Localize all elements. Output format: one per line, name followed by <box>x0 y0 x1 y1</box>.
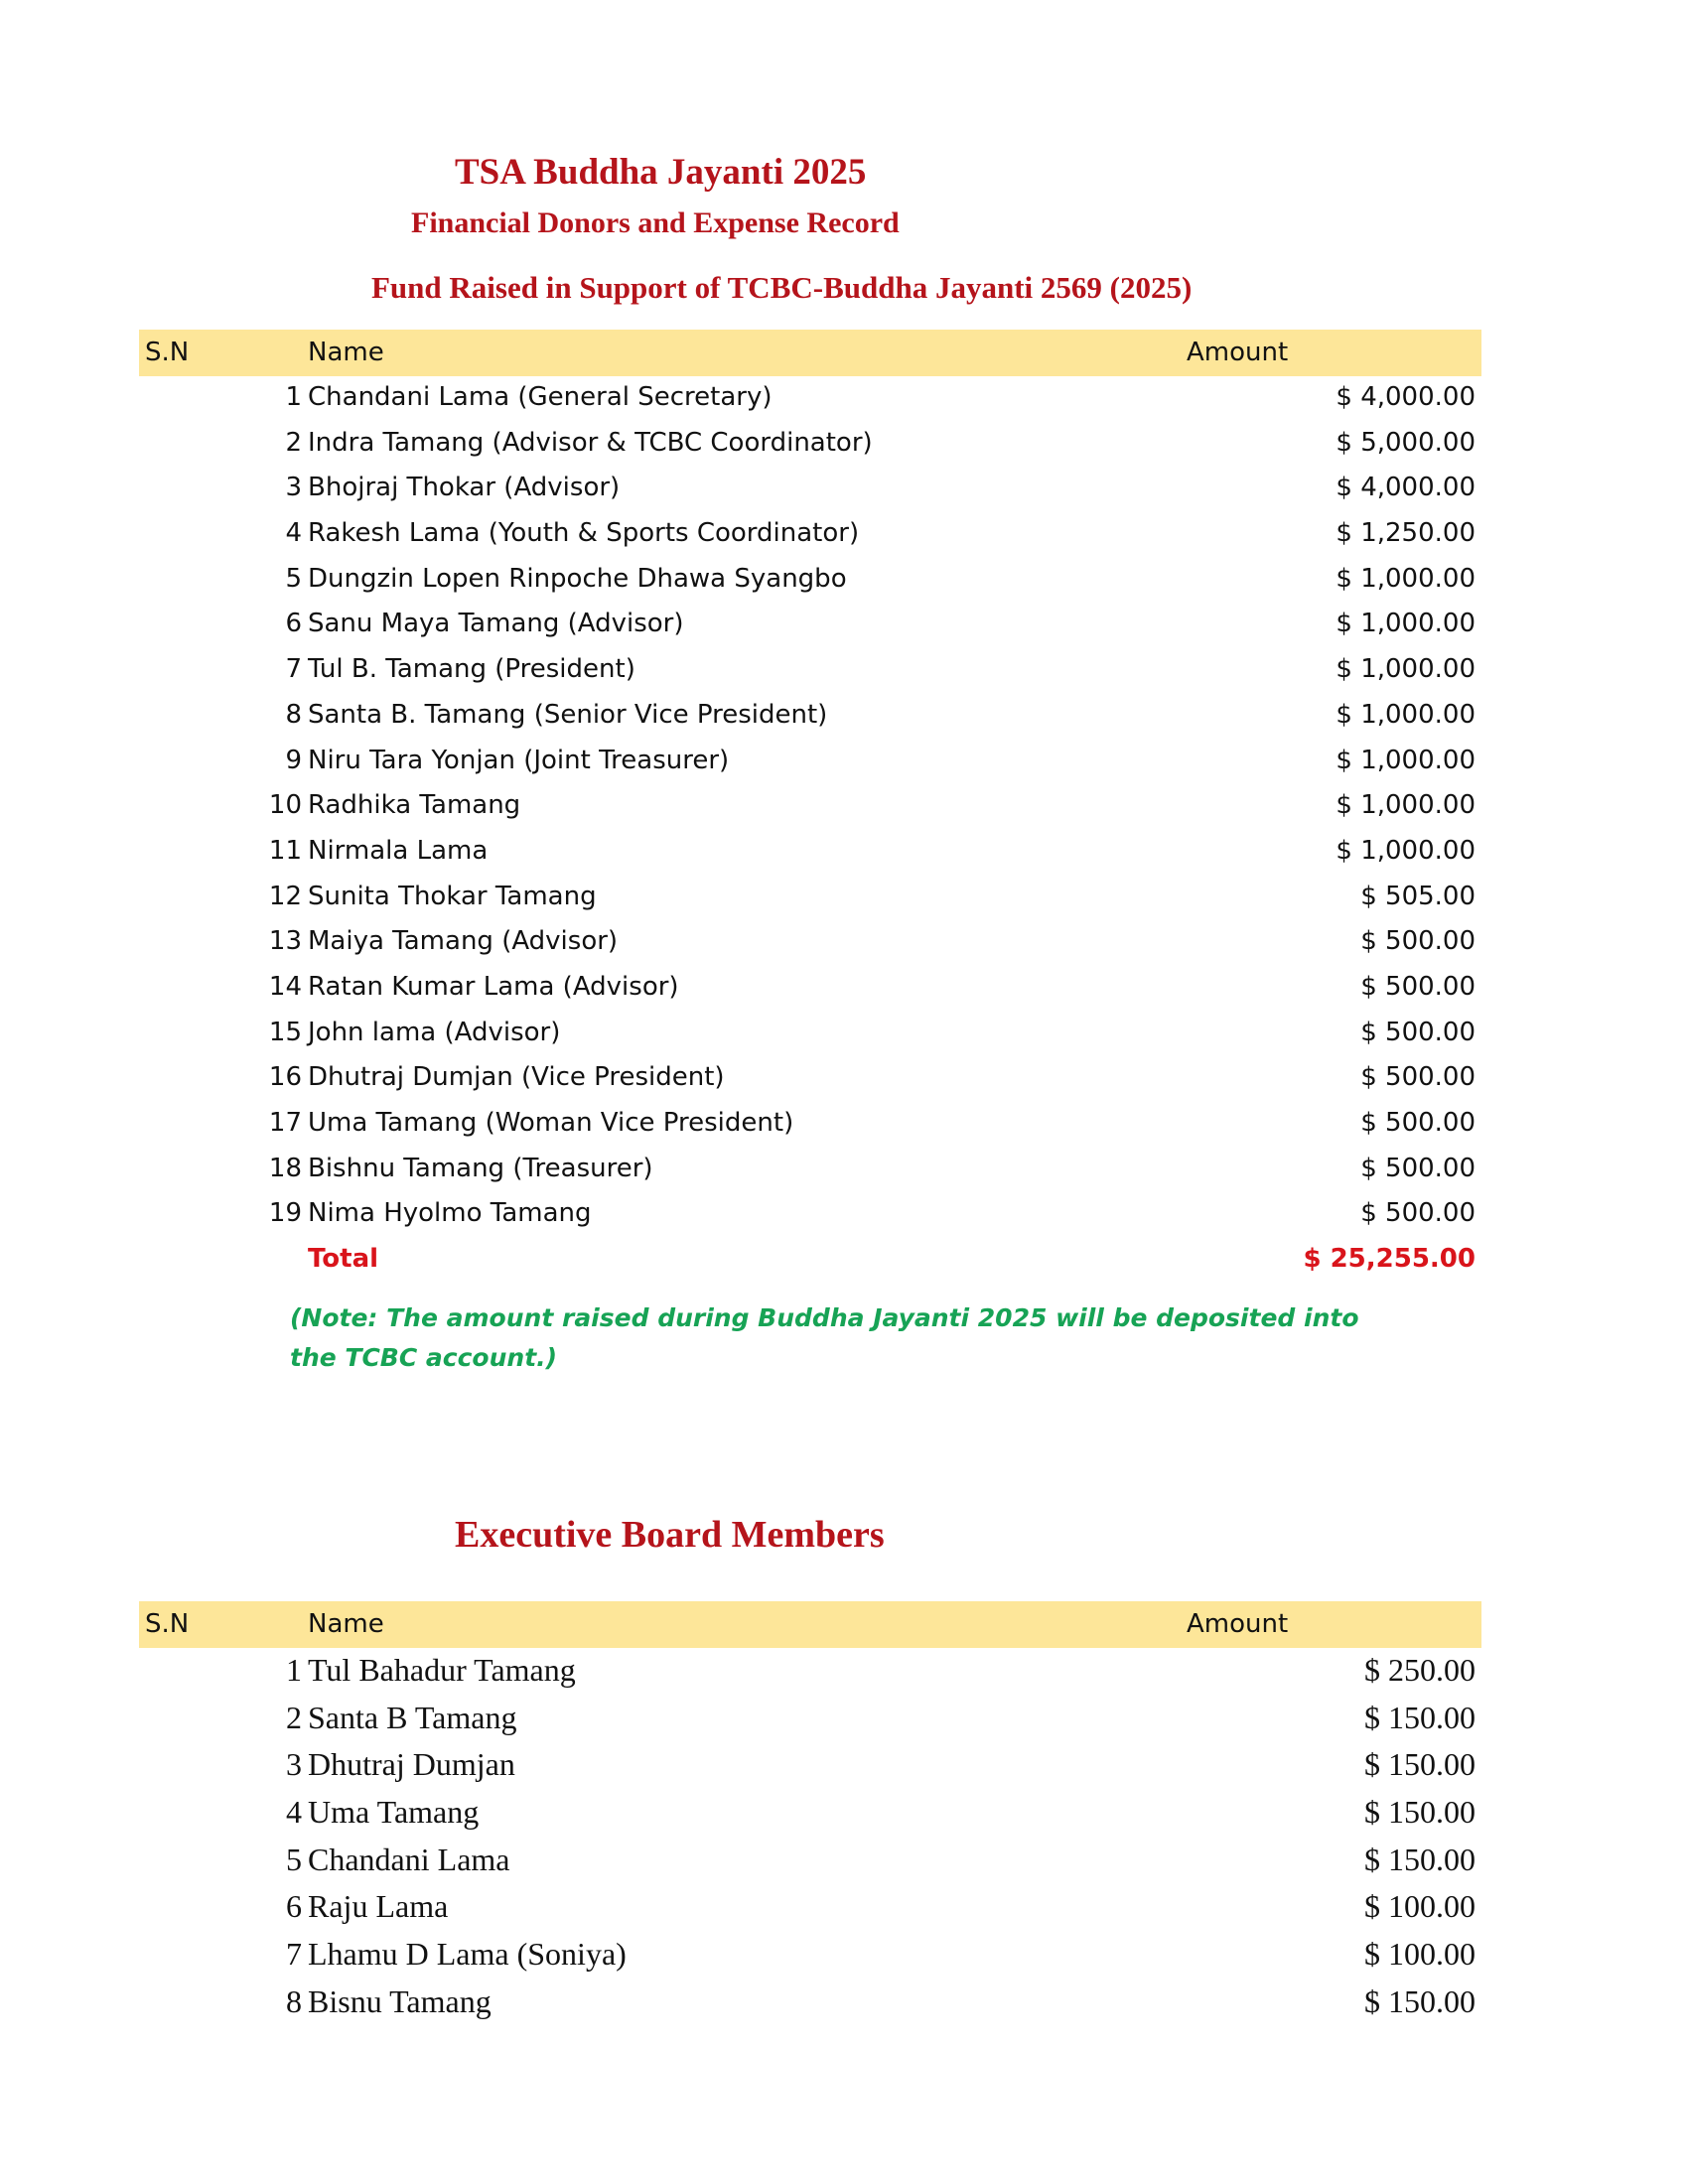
row-name: Nirmala Lama <box>308 835 489 866</box>
row-amount: $ 150.00 <box>1364 1794 1476 1831</box>
row-serial-number: 5 <box>286 1841 302 1877</box>
row-amount: $ 1,000.00 <box>1336 835 1476 866</box>
row-name: Ratan Kumar Lama (Advisor) <box>308 971 679 1002</box>
row-amount: $ 500.00 <box>1360 926 1476 957</box>
row-name: Bishnu Tamang (Treasurer) <box>308 1153 653 1183</box>
row-name: Tul B. Tamang (President) <box>308 654 635 685</box>
table-row <box>139 1838 1481 1885</box>
table-row <box>139 648 1481 694</box>
row-name: Nima Hyolmo Tamang <box>308 1198 592 1229</box>
column-header-sn: S.N <box>145 338 190 367</box>
row-serial-number: 6 <box>285 609 302 639</box>
row-amount: $ 1,000.00 <box>1336 790 1476 821</box>
row-name: Dungzin Lopen Rinpoche Dhawa Syangbo <box>308 563 847 594</box>
row-serial-number: 2 <box>285 427 302 458</box>
table-row <box>139 830 1481 876</box>
table-row <box>139 966 1481 1012</box>
table-row <box>139 1012 1481 1057</box>
row-serial-number: 9 <box>285 745 302 775</box>
row-name: Niru Tara Yonjan (Joint Treasurer) <box>308 745 730 775</box>
table-row <box>139 603 1481 648</box>
row-serial-number: 5 <box>285 563 302 594</box>
table-row <box>139 740 1481 785</box>
row-amount: $ 500.00 <box>1360 1153 1476 1183</box>
row-serial-number: 3 <box>286 1746 302 1783</box>
row-name: Tul Bahadur Tamang <box>308 1652 576 1688</box>
row-name: Radhika Tamang <box>308 790 521 821</box>
row-amount: $ 1,000.00 <box>1336 699 1476 730</box>
row-name: Bisnu Tamang <box>308 1982 492 2019</box>
fund-section-heading: Fund Raised in Support of TCBC-Buddha Jayanti 2569 (2025) <box>371 270 1193 305</box>
row-amount: $ 150.00 <box>1364 1982 1476 2019</box>
row-amount: $ 1,000.00 <box>1336 609 1476 639</box>
row-amount: $ 500.00 <box>1360 1108 1476 1138</box>
row-name: Uma Tamang (Woman Vice President) <box>308 1108 794 1138</box>
row-amount: $ 500.00 <box>1360 1017 1476 1047</box>
row-serial-number: 15 <box>268 1017 302 1047</box>
row-amount: $ 500.00 <box>1360 1062 1476 1093</box>
row-serial-number: 4 <box>286 1794 302 1831</box>
row-amount: $ 505.00 <box>1360 881 1476 911</box>
table-row <box>139 1884 1481 1932</box>
row-amount: $ 150.00 <box>1364 1841 1476 1877</box>
board-section-heading: Executive Board Members <box>455 1514 885 1556</box>
board-table <box>139 1601 1481 2027</box>
column-header-name: Name <box>308 338 384 367</box>
row-serial-number: 3 <box>285 473 302 503</box>
row-serial-number: 18 <box>268 1153 302 1183</box>
row-serial-number: 13 <box>268 926 302 957</box>
table-row <box>139 558 1481 604</box>
total-label: Total <box>308 1244 379 1275</box>
row-serial-number: 2 <box>286 1699 302 1735</box>
donors-table <box>139 330 1481 1284</box>
row-name: Sanu Maya Tamang (Advisor) <box>308 609 684 639</box>
document-title: TSA Buddha Jayanti 2025 <box>455 152 867 193</box>
table-row <box>139 1979 1481 2027</box>
row-name: Maiya Tamang (Advisor) <box>308 926 619 957</box>
donors-total-row <box>139 1238 1481 1284</box>
row-amount: $ 100.00 <box>1364 1888 1476 1925</box>
row-serial-number: 8 <box>286 1982 302 2019</box>
row-name: Chandani Lama <box>308 1841 510 1877</box>
deposit-note: (Note: The amount raised during Buddha Jayanti 2025 will be deposited into the TCBC account.) <box>290 1303 1359 1372</box>
row-serial-number: 17 <box>268 1108 302 1138</box>
row-serial-number: 1 <box>285 382 302 412</box>
table-row <box>139 1790 1481 1838</box>
table-row <box>139 1696 1481 1743</box>
row-serial-number: 6 <box>286 1888 302 1925</box>
row-serial-number: 14 <box>268 971 302 1002</box>
row-name: Bhojraj Thokar (Advisor) <box>308 473 621 503</box>
row-name: John lama (Advisor) <box>308 1017 561 1047</box>
row-serial-number: 4 <box>285 518 302 549</box>
table-row <box>139 376 1481 422</box>
row-serial-number: 8 <box>285 699 302 730</box>
row-amount: $ 500.00 <box>1360 1198 1476 1229</box>
table-row <box>139 1742 1481 1790</box>
row-name: Uma Tamang <box>308 1794 480 1831</box>
row-amount: $ 1,250.00 <box>1336 518 1476 549</box>
row-amount: $ 5,000.00 <box>1336 427 1476 458</box>
row-amount: $ 4,000.00 <box>1336 382 1476 412</box>
table-row <box>139 1148 1481 1193</box>
row-amount: $ 1,000.00 <box>1336 563 1476 594</box>
row-name: Sunita Thokar Tamang <box>308 881 597 911</box>
row-name: Lhamu D Lama (Soniya) <box>308 1936 627 1973</box>
column-header-name: Name <box>308 1609 384 1639</box>
row-name: Santa B. Tamang (Senior Vice President) <box>308 699 828 730</box>
row-amount: $ 150.00 <box>1364 1746 1476 1783</box>
table-row <box>139 876 1481 921</box>
row-serial-number: 10 <box>268 790 302 821</box>
row-amount: $ 1,000.00 <box>1336 654 1476 685</box>
row-name: Indra Tamang (Advisor & TCBC Coordinator) <box>308 427 873 458</box>
row-serial-number: 16 <box>268 1062 302 1093</box>
column-header-sn: S.N <box>145 1609 190 1639</box>
row-amount: $ 150.00 <box>1364 1699 1476 1735</box>
table-row <box>139 1648 1481 1696</box>
table-row <box>139 920 1481 966</box>
table-row <box>139 1056 1481 1102</box>
row-amount: $ 500.00 <box>1360 971 1476 1002</box>
row-amount: $ 4,000.00 <box>1336 473 1476 503</box>
donors-table-body <box>139 376 1481 1238</box>
row-name: Dhutraj Dumjan <box>308 1746 515 1783</box>
table-row <box>139 1192 1481 1238</box>
row-amount: $ 100.00 <box>1364 1936 1476 1973</box>
total-amount: $ 25,255.00 <box>1303 1244 1476 1275</box>
table-row <box>139 784 1481 830</box>
row-serial-number: 7 <box>285 654 302 685</box>
row-name: Rakesh Lama (Youth & Sports Coordinator) <box>308 518 860 549</box>
column-header-amount: Amount <box>1187 338 1289 367</box>
row-serial-number: 19 <box>268 1198 302 1229</box>
row-amount: $ 1,000.00 <box>1336 745 1476 775</box>
table-row <box>139 422 1481 468</box>
row-serial-number: 1 <box>286 1652 302 1688</box>
table-row <box>139 1932 1481 1979</box>
row-amount: $ 250.00 <box>1364 1652 1476 1688</box>
table-row <box>139 694 1481 740</box>
row-name: Raju Lama <box>308 1888 449 1925</box>
row-serial-number: 12 <box>268 881 302 911</box>
row-name: Dhutraj Dumjan (Vice President) <box>308 1062 725 1093</box>
table-row <box>139 1102 1481 1148</box>
row-name: Chandani Lama (General Secretary) <box>308 382 773 412</box>
row-serial-number: 11 <box>268 835 302 866</box>
column-header-amount: Amount <box>1187 1609 1289 1639</box>
table-row <box>139 467 1481 512</box>
board-table-header <box>139 1601 1481 1648</box>
table-row <box>139 512 1481 558</box>
document-subtitle: Financial Donors and Expense Record <box>411 206 900 239</box>
board-table-body <box>139 1648 1481 2027</box>
donors-table-header <box>139 330 1481 376</box>
row-name: Santa B Tamang <box>308 1699 517 1735</box>
row-serial-number: 7 <box>286 1936 302 1973</box>
